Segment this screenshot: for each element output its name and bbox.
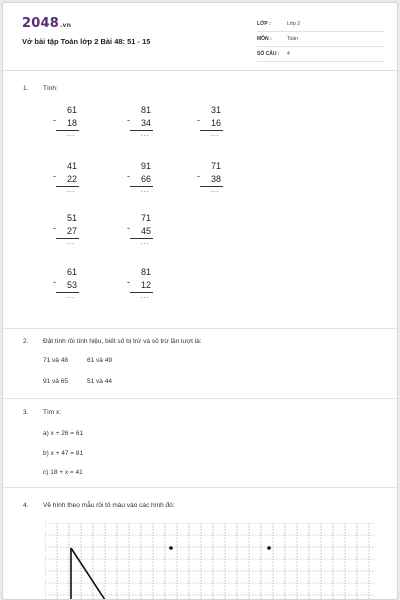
- meta-value: Lớp 2: [287, 21, 301, 27]
- answer-blank: ...: [140, 240, 149, 246]
- result-line: [200, 130, 223, 131]
- minus-sign: -: [53, 223, 56, 233]
- minuend: 81: [140, 105, 151, 115]
- point-dot: [267, 546, 271, 550]
- question-1-text: Tính:: [43, 85, 58, 92]
- minuend: 71: [140, 213, 151, 223]
- logo-suffix: .vn: [59, 22, 72, 29]
- subtraction-problem: [53, 213, 81, 257]
- subtraction-problem: [53, 105, 81, 149]
- meta-row-class: [257, 17, 385, 32]
- subtrahend: 53: [66, 280, 77, 290]
- minuend: 31: [210, 105, 221, 115]
- meta-key: SỐ CÂU :: [257, 51, 280, 57]
- equation: b) x + 47 = 81: [43, 450, 84, 457]
- subtraction-problem: [197, 105, 225, 149]
- logo-text: 2048: [22, 16, 59, 31]
- subtraction-problem: [127, 105, 155, 149]
- minuend: 91: [140, 161, 151, 171]
- subtraction-problem: [127, 213, 155, 257]
- answer-blank: ...: [66, 188, 75, 194]
- question-4-number: 4.: [23, 502, 29, 509]
- answer-blank: ...: [66, 294, 75, 300]
- meta-value: 4: [287, 51, 290, 57]
- result-line: [200, 186, 223, 187]
- result-line: [130, 238, 153, 239]
- subtraction-problem: [53, 161, 81, 205]
- minus-sign: -: [127, 223, 130, 233]
- subtrahend: 38: [210, 174, 221, 184]
- minus-sign: -: [127, 171, 130, 181]
- result-line: [56, 292, 79, 293]
- worksheet: [2, 2, 398, 600]
- number-pair: 61 và 49: [87, 357, 112, 364]
- subtrahend: 27: [66, 226, 77, 236]
- result-line: [56, 238, 79, 239]
- number-pair: 91 và 65: [43, 378, 68, 385]
- divider: [3, 328, 397, 329]
- meta-key: LỚP :: [257, 21, 271, 27]
- meta-row-count: [257, 47, 385, 62]
- meta-table: [257, 17, 385, 62]
- minus-sign: -: [53, 277, 56, 287]
- subtrahend: 12: [140, 280, 151, 290]
- equation: a) x + 26 = 61: [43, 430, 84, 437]
- answer-blank: ...: [210, 132, 219, 138]
- question-3-text: Tìm x:: [43, 409, 62, 416]
- answer-blank: ...: [140, 188, 149, 194]
- answer-blank: ...: [66, 132, 75, 138]
- meta-key: MÔN :: [257, 36, 272, 42]
- minuend: 71: [210, 161, 221, 171]
- minuend: 41: [66, 161, 77, 171]
- equation: c) 18 + x = 41: [43, 469, 83, 476]
- minus-sign: -: [197, 115, 200, 125]
- result-line: [56, 186, 79, 187]
- subtrahend: 16: [210, 118, 221, 128]
- subtraction-problem: [53, 267, 81, 311]
- subtrahend: 34: [140, 118, 151, 128]
- subtrahend: 45: [140, 226, 151, 236]
- question-4-text: Vẽ hình theo mẫu rồi tô màu vào các hình đó:: [43, 502, 175, 509]
- number-pair: 51 và 44: [87, 378, 112, 385]
- meta-value: Toán: [287, 36, 298, 42]
- grid-lines: [45, 523, 375, 600]
- divider: [3, 398, 397, 399]
- subtraction-problem: [127, 161, 155, 205]
- subtrahend: 18: [66, 118, 77, 128]
- subtraction-problem: [127, 267, 155, 311]
- subtraction-problem: [197, 161, 225, 205]
- question-2-number: 2.: [23, 338, 29, 345]
- minuend: 61: [66, 267, 77, 277]
- result-line: [56, 130, 79, 131]
- result-line: [130, 186, 153, 187]
- dotted-grid-figure: [45, 523, 375, 600]
- divider: [3, 487, 397, 488]
- minus-sign: -: [53, 115, 56, 125]
- meta-row-subject: [257, 32, 385, 47]
- answer-blank: ...: [66, 240, 75, 246]
- minus-sign: -: [127, 277, 130, 287]
- page-title: Vở bài tập Toán lớp 2 Bài 48: 51 - 15: [22, 37, 151, 46]
- minus-sign: -: [53, 171, 56, 181]
- result-line: [130, 130, 153, 131]
- minus-sign: -: [127, 115, 130, 125]
- answer-blank: ...: [140, 294, 149, 300]
- question-2-text: Đặt tính rồi tính hiệu, biết số bị trừ và số trừ lần lượt là:: [43, 338, 202, 345]
- minuend: 81: [140, 267, 151, 277]
- site-logo[interactable]: [22, 16, 71, 31]
- divider: [3, 70, 397, 71]
- minuend: 61: [66, 105, 77, 115]
- answer-blank: ...: [140, 132, 149, 138]
- minuend: 51: [66, 213, 77, 223]
- sample-triangle: [71, 548, 107, 600]
- worksheet-header: [3, 3, 397, 69]
- point-dot: [169, 546, 173, 550]
- question-3-number: 3.: [23, 409, 29, 416]
- question-1-number: 1.: [23, 85, 29, 92]
- answer-blank: ...: [210, 188, 219, 194]
- number-pair: 71 và 48: [43, 357, 68, 364]
- subtrahend: 66: [140, 174, 151, 184]
- result-line: [130, 292, 153, 293]
- subtrahend: 22: [66, 174, 77, 184]
- minus-sign: -: [197, 171, 200, 181]
